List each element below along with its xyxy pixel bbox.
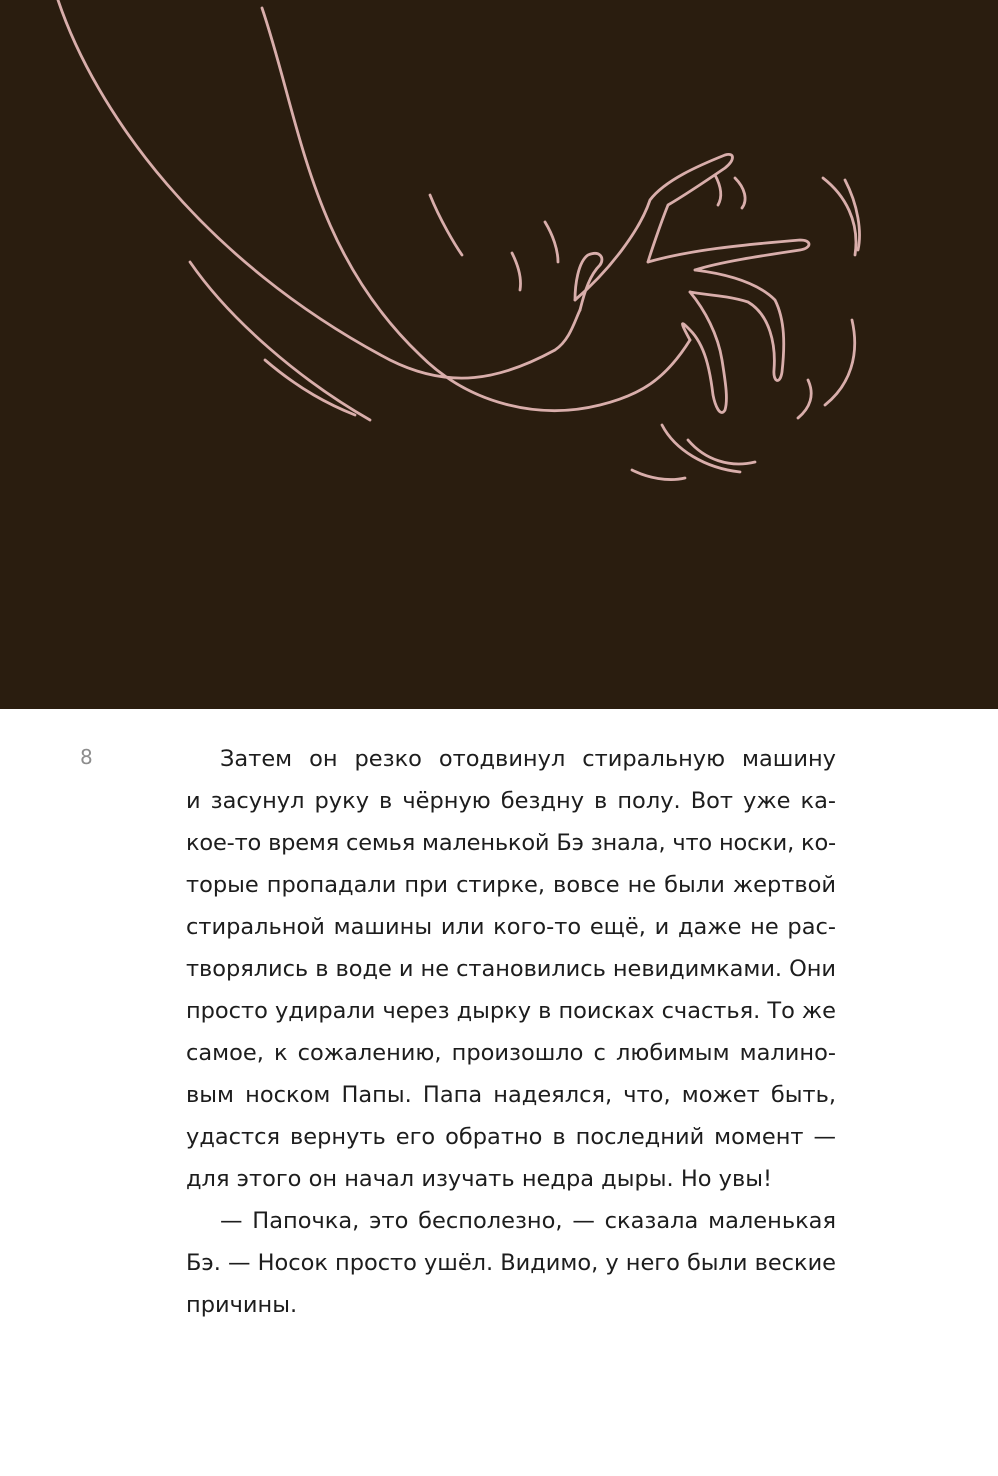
- middle-finger-line: [648, 240, 809, 270]
- text-line: Затем он резко отодвинул стиральную машину: [220, 746, 836, 772]
- text-line: и засунул руку в чёрную бездну в полу. Вот уже ка-: [186, 788, 836, 814]
- text-line: для этого он начал изучать недра дыры. Но увы!: [186, 1166, 773, 1192]
- ring-finger-line: [690, 270, 784, 380]
- motion-stroke: [662, 425, 740, 472]
- motion-stroke: [735, 178, 745, 208]
- text-line: удастся вернуть его обратно в последний момент —: [186, 1124, 836, 1150]
- motion-stroke: [632, 470, 685, 480]
- text-line: — Папочка, это бесполезно, — сказала маленькая: [220, 1208, 836, 1234]
- text-line: просто удирали через дырку в поисках счастья. То же: [186, 998, 836, 1024]
- arm-outer-line: [58, 0, 580, 378]
- thumb-line: [575, 253, 602, 310]
- index-finger-line: [575, 154, 733, 300]
- motion-stroke: [798, 380, 811, 418]
- arm-inner-line: [262, 8, 690, 411]
- text-line: самое, к сожалению, произошло с любимым малино-: [186, 1040, 836, 1066]
- motion-stroke: [265, 360, 355, 415]
- text-line: причины.: [186, 1292, 298, 1318]
- text-line: стиральной машины или кого-то ещё, и даже не рас-: [186, 914, 836, 940]
- motion-stroke: [190, 262, 370, 420]
- paragraph: [186, 1200, 836, 1326]
- hand-line-drawing: [0, 0, 998, 709]
- motion-stroke: [512, 253, 521, 290]
- motion-stroke: [545, 222, 558, 262]
- paragraph: [186, 738, 836, 1200]
- text-line: торые пропадали при стирке, вовсе не были жертвой: [186, 872, 836, 898]
- motion-stroke: [430, 195, 462, 255]
- motion-stroke: [715, 175, 721, 205]
- illustration-hand-reaching: [0, 0, 998, 709]
- page-number: 8: [80, 745, 93, 769]
- text-line: Бэ. — Носок просто ушёл. Видимо, у него были веские: [186, 1250, 836, 1276]
- motion-stroke: [825, 320, 855, 405]
- little-finger-line: [682, 292, 726, 412]
- text-line: творялись в воде и не становились невидимками. Они: [186, 956, 836, 982]
- text-line: вым носком Папы. Папа надеялся, что, может быть,: [186, 1082, 836, 1108]
- body-text: [186, 738, 836, 1326]
- text-line: кое-то время семья маленькой Бэ знала, что носки, ко-: [186, 830, 836, 856]
